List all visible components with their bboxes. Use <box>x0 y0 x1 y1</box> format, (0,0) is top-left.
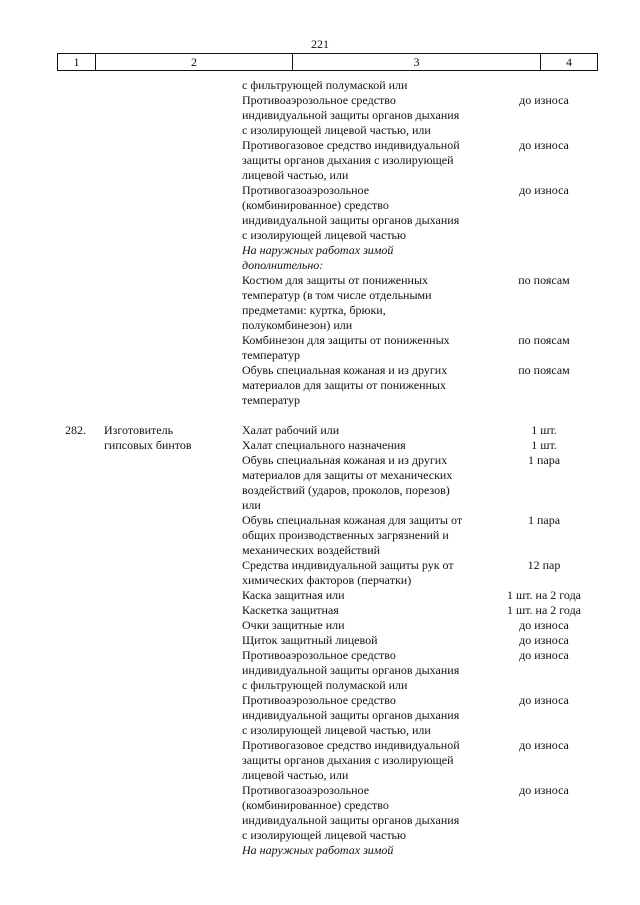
item-line: Обувь специальная кожаная и из других <box>242 453 448 467</box>
item-line: общих производственных загрязнений и <box>242 528 449 542</box>
item-name <box>242 648 489 693</box>
table-row <box>57 93 617 138</box>
item-name <box>242 558 489 588</box>
continuation-block <box>57 78 617 408</box>
table-row <box>57 363 617 408</box>
entry-number: 282. <box>65 423 86 437</box>
item-line: дополнительно: <box>242 258 324 272</box>
item-line: Щиток защитный лицевой <box>242 633 378 647</box>
item-line: температур (в том числе отдельными <box>242 288 432 302</box>
item-name <box>242 438 489 453</box>
item-line: защиты органов дыхания с изолирующей <box>242 753 454 767</box>
item-line: На наружных работах зимой <box>242 843 394 857</box>
item-line: материалов для защиты от пониженных <box>242 378 446 392</box>
item-name <box>242 588 489 603</box>
item-line: индивидуальной защиты органов дыхания <box>242 108 460 122</box>
item-norm: до износа <box>519 648 569 662</box>
item-line: Каска защитная или <box>242 588 345 602</box>
header-col-1: 1 <box>57 54 95 70</box>
item-line: Противогазовое средство индивидуальной <box>242 738 460 752</box>
item-line: (комбинированное) средство <box>242 198 389 212</box>
item-norm: до износа <box>519 633 569 647</box>
item-name <box>242 243 489 273</box>
item-norm: 1 пара <box>527 453 561 467</box>
item-line: индивидуальной защиты органов дыхания <box>242 708 460 722</box>
item-line: Средства индивидуальной защиты рук от <box>242 558 454 572</box>
item-line: с изолирующей лицевой частью, или <box>242 123 431 137</box>
item-norm: 1 шт. на 2 года <box>506 588 582 602</box>
item-line: химических факторов (перчатки) <box>242 573 412 587</box>
item-norm: до износа <box>519 183 569 197</box>
item-norm <box>489 843 599 858</box>
profession-line: гипсовых бинтов <box>104 438 192 452</box>
item-norm: по поясам <box>518 363 570 377</box>
table-row <box>242 513 617 558</box>
item-line: лицевой частью, или <box>242 768 349 782</box>
item-line: Противогазовое средство индивидуальной <box>242 138 460 152</box>
item-line: воздействий (ударов, проколов, порезов) <box>242 483 450 497</box>
item-norm: по поясам <box>518 333 570 347</box>
table-row <box>242 843 617 858</box>
item-line: температур <box>242 393 301 407</box>
item-line: Противоаэрозольное средство <box>242 93 396 107</box>
header-col-3: 3 <box>292 54 540 70</box>
item-norm: до износа <box>519 783 569 797</box>
table-row <box>57 78 617 93</box>
item-norm: 1 шт. на 2 года <box>506 603 582 617</box>
table-row <box>57 333 617 363</box>
item-line: Противогазоаэрозольное <box>242 183 370 197</box>
item-line: Противогазоаэрозольное <box>242 783 370 797</box>
table-row <box>242 783 617 843</box>
table-row <box>242 618 617 633</box>
item-line: Противоаэрозольное средство <box>242 648 396 662</box>
item-line: Очки защитные или <box>242 618 345 632</box>
item-name <box>242 363 489 408</box>
item-name <box>242 603 489 618</box>
item-norm: до износа <box>519 138 569 152</box>
table-row <box>242 588 617 603</box>
item-line: предметами: куртка, брюки, <box>242 303 386 317</box>
item-line: лицевой частью, или <box>242 168 349 182</box>
table-body <box>57 78 617 858</box>
table-row <box>242 423 617 438</box>
item-name <box>242 333 489 363</box>
item-norm: до износа <box>519 738 569 752</box>
item-line: с изолирующей лицевой частью, или <box>242 723 431 737</box>
item-line: На наружных работах зимой <box>242 243 394 257</box>
item-norm: 1 шт. <box>531 423 557 437</box>
item-norm <box>489 243 599 273</box>
item-line: Халат специального назначения <box>242 438 406 452</box>
item-line: материалов для защиты от механических <box>242 468 453 482</box>
item-name <box>242 633 489 648</box>
item-line: Обувь специальная кожаная для защиты от <box>242 513 463 527</box>
item-norm: 1 пара <box>527 513 561 527</box>
item-line: Комбинезон для защиты от пониженных <box>242 333 450 347</box>
item-line: Костюм для защиты от пониженных <box>242 273 429 287</box>
item-norm: по поясам <box>518 273 570 287</box>
item-name <box>242 738 489 783</box>
page-number: 221 <box>311 37 329 51</box>
item-name <box>242 693 489 738</box>
table-row <box>242 453 617 513</box>
item-line: с фильтрующей полумаской или <box>242 678 408 692</box>
item-norm: до износа <box>519 618 569 632</box>
table-row <box>242 558 617 588</box>
item-name <box>242 843 489 858</box>
profession-name <box>100 423 242 858</box>
item-line: защиты органов дыхания с изолирующей <box>242 153 454 167</box>
item-line: (комбинированное) средство <box>242 798 389 812</box>
item-name <box>242 273 489 333</box>
item-name <box>242 783 489 843</box>
header-col-2: 2 <box>95 54 292 70</box>
item-line: Каскетка защитная <box>242 603 339 617</box>
table-row <box>57 243 617 273</box>
item-name <box>242 453 489 513</box>
item-line: индивидуальной защиты органов дыхания <box>242 813 460 827</box>
item-line: механических воздействий <box>242 543 381 557</box>
item-line: температур <box>242 348 301 362</box>
item-name <box>242 513 489 558</box>
item-name <box>242 423 489 438</box>
item-norm: до износа <box>519 93 569 107</box>
table-header <box>57 53 598 71</box>
table-row <box>57 273 617 333</box>
item-line: Обувь специальная кожаная и из других <box>242 363 448 377</box>
header-col-4: 4 <box>540 54 598 70</box>
profession-line: Изготовитель <box>104 423 174 437</box>
table-row <box>242 633 617 648</box>
item-line: или <box>242 498 261 512</box>
item-line: с фильтрующей полумаской или <box>242 78 408 92</box>
table-row <box>242 648 617 693</box>
table-row <box>242 603 617 618</box>
item-line: индивидуальной защиты органов дыхания <box>242 213 460 227</box>
item-line: полукомбинезон) или <box>242 318 353 332</box>
table-row <box>57 183 617 243</box>
item-norm: до износа <box>519 693 569 707</box>
table-row <box>242 438 617 453</box>
item-name <box>242 93 489 138</box>
item-name <box>242 138 489 183</box>
table-row <box>242 693 617 738</box>
item-line: с изолирующей лицевой частью <box>242 828 406 842</box>
item-name <box>242 183 489 243</box>
item-line: Противоаэрозольное средство <box>242 693 396 707</box>
item-norm: 1 шт. <box>531 438 557 452</box>
item-name <box>242 618 489 633</box>
item-line: с изолирующей лицевой частью <box>242 228 406 242</box>
item-norm: 12 пар <box>527 558 561 572</box>
table-row <box>57 138 617 183</box>
item-name <box>242 78 489 93</box>
item-line: Халат рабочий или <box>242 423 340 437</box>
entry-282 <box>57 423 617 858</box>
item-norm <box>489 78 599 93</box>
item-line: индивидуальной защиты органов дыхания <box>242 663 460 677</box>
table-row <box>242 738 617 783</box>
entry-282-items <box>242 423 617 858</box>
